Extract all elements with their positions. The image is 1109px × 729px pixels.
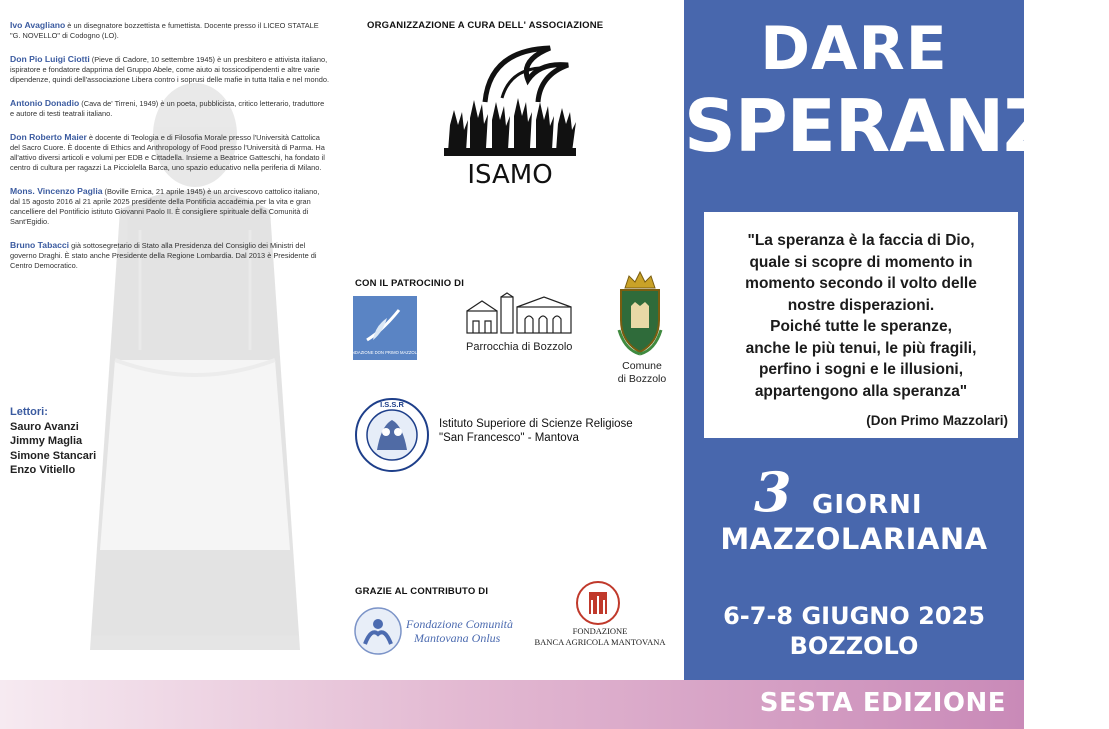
bio-text: è un disegnatore bozzettista e fumettista. Docente presso il LICEO STATALE "G. NOVELLO" di Codogno (LO). bbox=[10, 21, 319, 40]
bam-label-line: BANCA AGRICOLA MANTOVANA bbox=[534, 636, 666, 647]
right-panel bbox=[684, 0, 1109, 680]
fcm-logo bbox=[353, 606, 403, 656]
comune-label-line: di Bozzolo bbox=[617, 373, 667, 385]
bio-name: Ivo Avagliano bbox=[10, 20, 66, 30]
isamo-logo bbox=[440, 40, 580, 190]
quote-text bbox=[704, 230, 1018, 402]
reader-name: Simone Stancari bbox=[10, 449, 97, 462]
issr-badge-text: I.S.S.R bbox=[380, 400, 404, 409]
quote-box bbox=[704, 212, 1018, 438]
readers-title: Lettori: bbox=[10, 406, 48, 418]
bam-logo bbox=[575, 580, 621, 626]
bottom-band bbox=[0, 680, 1024, 729]
comune-label bbox=[611, 360, 673, 386]
event-place: BOZZOLO bbox=[789, 632, 919, 660]
bio-text: già sottosegretario di Stato alla Presidenza del Consiglio dei Ministri del governo Draghi. È stato anche Presidente della Regione Lombardia. Dal 2013 è Presidente di Centro Democratico. bbox=[10, 241, 317, 270]
hero-title-line2: SPERANZA bbox=[684, 84, 1109, 168]
bio-item bbox=[10, 54, 330, 85]
patronage-title: CON IL PATROCINIO DI bbox=[355, 278, 465, 289]
quote-line: appartengono alla speranza" bbox=[754, 382, 968, 400]
fcm-label-line: Fondazione Comunità bbox=[406, 617, 513, 631]
comune-label-line: Comune bbox=[622, 360, 662, 372]
contributors-title: GRAZIE AL CONTRIBUTO DI bbox=[355, 586, 489, 597]
issr-label-line: "San Francesco" - Mantova bbox=[439, 432, 579, 444]
bio-item bbox=[10, 186, 330, 227]
left-panel bbox=[0, 0, 340, 680]
quote-line: Poiché tutte le speranze, bbox=[770, 318, 952, 335]
bio-name: Don Roberto Maier bbox=[10, 132, 87, 142]
fcm-label-line: Mantovana Onlus bbox=[414, 631, 501, 645]
edition-label: SESTA EDIZIONE bbox=[759, 688, 1006, 718]
bio-item bbox=[10, 240, 330, 271]
middle-panel bbox=[345, 0, 683, 680]
readers-block bbox=[10, 405, 96, 478]
reader-name: Enzo Vitiello bbox=[10, 464, 76, 476]
parish-label: Parrocchia di Bozzolo bbox=[466, 341, 573, 353]
quote-author: (Don Primo Mazzolari) bbox=[866, 413, 1008, 428]
parish-church-illustration bbox=[463, 293, 575, 337]
bio-text: (Pieve di Cadore, 10 settembre 1945) è un presbitero e attivista italiano, ispiratore e fondatore dapprima del Gruppo Abele, come aiuto ai tossicodipendenti e altre varie dipendenze, quindi dell'associazione Libera contro i soprusi delle mafie in tutta Italia e nel mondo. bbox=[10, 55, 329, 84]
bio-text: (Boville Ernica, 21 aprile 1945) è un arcivescovo cattolico italiano, dal 15 agosto 2016 al 21 aprile 2025 presidente della Pontificia accademia per la vita e gran cancelliere del Pontificio istituto Giovanni Paolo II. È consigliere spirituale della Comunità di Sant'Egidio. bbox=[10, 187, 320, 226]
issr-label-line: Istituto Superiore di Scienze Religiose bbox=[439, 418, 633, 430]
event-dates: 6-7-8 GIUGNO 2025 bbox=[723, 602, 985, 630]
bam-label-line: FONDAZIONE bbox=[572, 626, 628, 636]
reader-name: Jimmy Maglia bbox=[10, 435, 83, 447]
bio-text: (Cava de' Tirreni, 1949) è un poeta, pubblicista, critico letterario, traduttore e autore di testi teatrali italiano. bbox=[10, 99, 325, 118]
mazzolari-foundation-logo bbox=[346, 296, 424, 360]
bio-text: è docente di Teologia e di Filosofia Morale presso l'Università Cattolica del Sacro Cuore. È docente di Ethics and Anthropology of Food presso l'Università di Parma. Ha all'attivo diversi articoli e volumi per EDB e Cittadella. Insieme a Beatrice Gatteschi, ha fondato il centro di cultura per ragazzi La Picciolella Barca, uno spazio educativo nella periferia di Milano. bbox=[10, 133, 325, 172]
quote-line: nostre disperazioni. bbox=[787, 296, 935, 314]
fcm-label bbox=[406, 617, 513, 645]
bio-name: Bruno Tabacci bbox=[10, 240, 70, 250]
reader-name: Sauro Avanzi bbox=[10, 420, 79, 433]
quote-line: momento secondo il volto delle bbox=[745, 275, 977, 292]
mazzolari-logo-text: FONDAZIONE DON PRIMO MAZZOLARI bbox=[346, 350, 424, 355]
organization-title: ORGANIZZAZIONE A CURA DELL' ASSOCIAZIONE bbox=[367, 20, 604, 31]
quote-line: "La speranza è la faccia di Dio, bbox=[747, 232, 975, 249]
event-days-word: GIORNI bbox=[812, 490, 923, 520]
quote-line: quale si scopre di momento in bbox=[749, 253, 973, 271]
hero-title-line1: DARE bbox=[760, 14, 948, 84]
event-number: 3 bbox=[754, 460, 792, 524]
issr-label bbox=[439, 417, 633, 445]
bio-item bbox=[10, 98, 330, 119]
bam-label bbox=[525, 626, 675, 647]
bio-item bbox=[10, 132, 330, 173]
bozzolo-crest bbox=[615, 270, 665, 356]
isamo-logo-text: ISAMO bbox=[467, 160, 553, 190]
bio-name: Don Pio Luigi Ciotti bbox=[10, 54, 90, 64]
bio-item bbox=[10, 20, 330, 41]
bios-list bbox=[0, 20, 330, 271]
bio-name: Antonio Donadio bbox=[10, 98, 80, 108]
quote-line: anche le più tenui, le più fragili, bbox=[745, 339, 977, 357]
event-name: MAZZOLARIANA bbox=[720, 522, 988, 556]
quote-line: perfino i sogni e le illusioni, bbox=[758, 361, 964, 378]
bio-name: Mons. Vincenzo Paglia bbox=[10, 186, 103, 196]
issr-logo bbox=[353, 396, 431, 474]
